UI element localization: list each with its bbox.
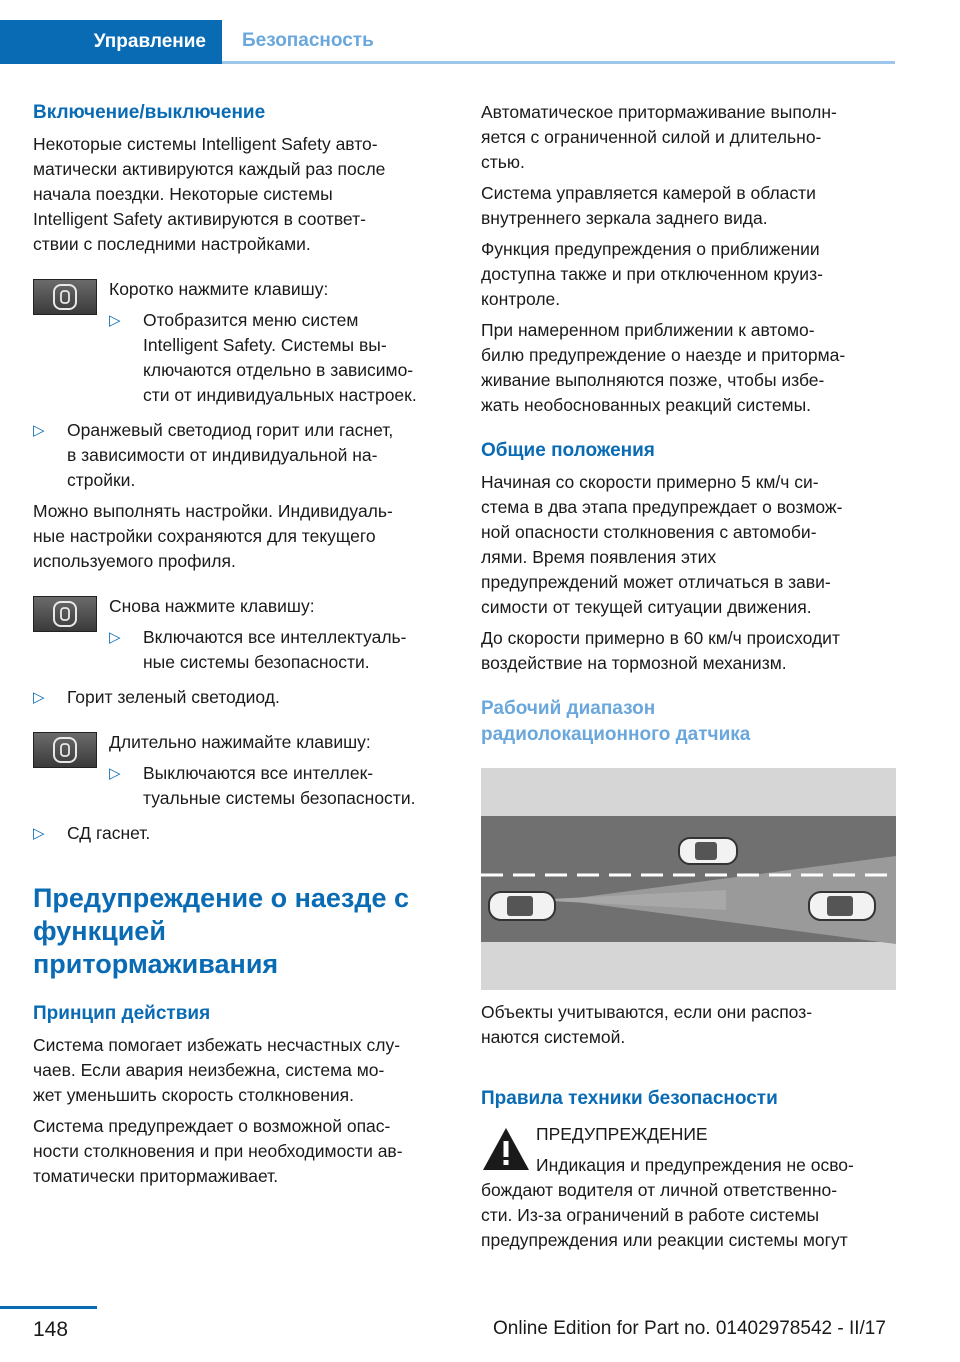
heading-onoff: Включение/выключение (33, 102, 266, 123)
car-icon (489, 892, 555, 920)
list-item: ▷ Горит зеленый светодиод. (33, 685, 453, 710)
page-number-rule (0, 1306, 97, 1309)
paragraph-warning-brake: Система предупреждает о возможной опас- ности столкновения и при необходимости ав- томатически притормаживает. (33, 1116, 403, 1186)
heading-radar-range: Рабочий диапазон радиолокационного датчика (481, 698, 751, 745)
paragraph-brake-speed: До скорости примерно в 60 км/ч происходит воздействие на тормозной механизм. (481, 628, 840, 673)
instruction-short-press (33, 277, 453, 408)
instruction-text: Снова нажмите клавишу: (109, 596, 315, 616)
car-icon (809, 892, 875, 920)
heading-principle: Принцип действия (33, 1003, 211, 1024)
heading-general: Общие положения (481, 440, 655, 461)
paragraph-intro: Некоторые системы Intelligent Safety авто- матически активируются каждый раз после начала поездки. Некоторые системы Intelligent Safety активируются в соответ- ствии с последними настройками. (33, 134, 386, 254)
page-number: 148 (33, 1318, 69, 1341)
triangle-right-icon: ▷ (109, 765, 121, 782)
paragraph-auto-brake: Автоматическое притормаживание выполн- яется с ограниченной силой и длительно- стью. (481, 102, 837, 172)
heading-safety-rules: Правила техники безопасности (481, 1088, 778, 1109)
paragraph-cruise: Функция предупреждения о приближении доступна также и при отключенном круиз- контроле. (481, 239, 823, 309)
triangle-right-icon: ▷ (109, 312, 121, 329)
paragraph-settings: Можно выполнять настройки. Индивидуаль- ные настройки сохраняются для текущего используемого профиля. (33, 501, 393, 571)
warning-text-rest: бождают водителя от личной ответственно- сти. Из-за ограничений в работе системы предупреждения или реакции системы могут (481, 1180, 848, 1250)
instruction-text: Коротко нажмите клавишу: (109, 279, 329, 299)
list-item: ▷ Выключаются все интеллек- туальные системы безопасности. (109, 763, 416, 808)
chapter-tab-active: Управление (0, 20, 222, 64)
list-item: ▷ СД гаснет. (33, 821, 453, 846)
instruction-press-again (33, 594, 453, 675)
right-column (481, 100, 896, 1253)
list-item: ▷ Оранжевый светодиод горит или гаснет, в зависимости от индивидуальной на- стройки. (33, 420, 394, 490)
paragraph-approach: При намеренном приближении к автомо- билю предупреждение о наезде и приторма- живание выполняются позже, чтобы избе- жать необоснованных реакций системы. (481, 320, 846, 415)
triangle-right-icon: ▷ (33, 422, 45, 439)
warning-block (481, 1122, 896, 1253)
intelligent-safety-button-icon (33, 732, 97, 768)
left-column (33, 100, 453, 1189)
radar-range-illustration (481, 768, 896, 990)
list-item: ▷ Включаются все интеллектуаль- ные системы безопасности. (109, 627, 407, 672)
list-item: ▷ Отобразится меню систем Intelligent Safety. Системы вы- ключаются отдельно в зависимо- сти от индивидуальных настроек. (109, 310, 417, 405)
warning-triangle-icon (481, 1126, 531, 1172)
section-title: Предупреждение о наезде с функцией притормаживания (33, 883, 410, 979)
paragraph-principle: Система помогает избежать несчастных слу- чаев. Если авария неизбежна, система мо- жет уменьшить скорость столкновения. (33, 1035, 401, 1105)
intelligent-safety-button-icon (33, 279, 97, 315)
paragraph-camera: Система управляется камерой в области внутреннего зеркала заднего вида. (481, 183, 816, 228)
triangle-right-icon: ▷ (109, 629, 121, 646)
paragraph-speed-warning: Начиная со скорости примерно 5 км/ч си- стема в два этапа предупреждает о возмож- ной опасности столкновения с автомоби- лями. Время появления этих предупреждений может отличаться в зави- симости от текущей ситуации движения. (481, 472, 843, 617)
chapter-tab-section: Безопасность (222, 20, 895, 64)
triangle-right-icon: ▷ (33, 825, 45, 842)
triangle-right-icon: ▷ (33, 689, 45, 706)
figure-caption: Объекты учитываются, если они распоз- наются системой. (481, 1002, 813, 1047)
page-header (0, 20, 895, 64)
instruction-text: Длительно нажимайте клавишу: (109, 732, 371, 752)
warning-text-first: Индикация и предупреждения не осво- (536, 1155, 854, 1175)
edition-footer: Online Edition for Part no. 01402978542 - II/17 (493, 1318, 886, 1339)
instruction-long-press (33, 730, 453, 811)
car-icon (679, 838, 737, 864)
warning-title: ПРЕДУПРЕЖДЕНИЕ (536, 1124, 708, 1144)
intelligent-safety-button-icon (33, 596, 97, 632)
